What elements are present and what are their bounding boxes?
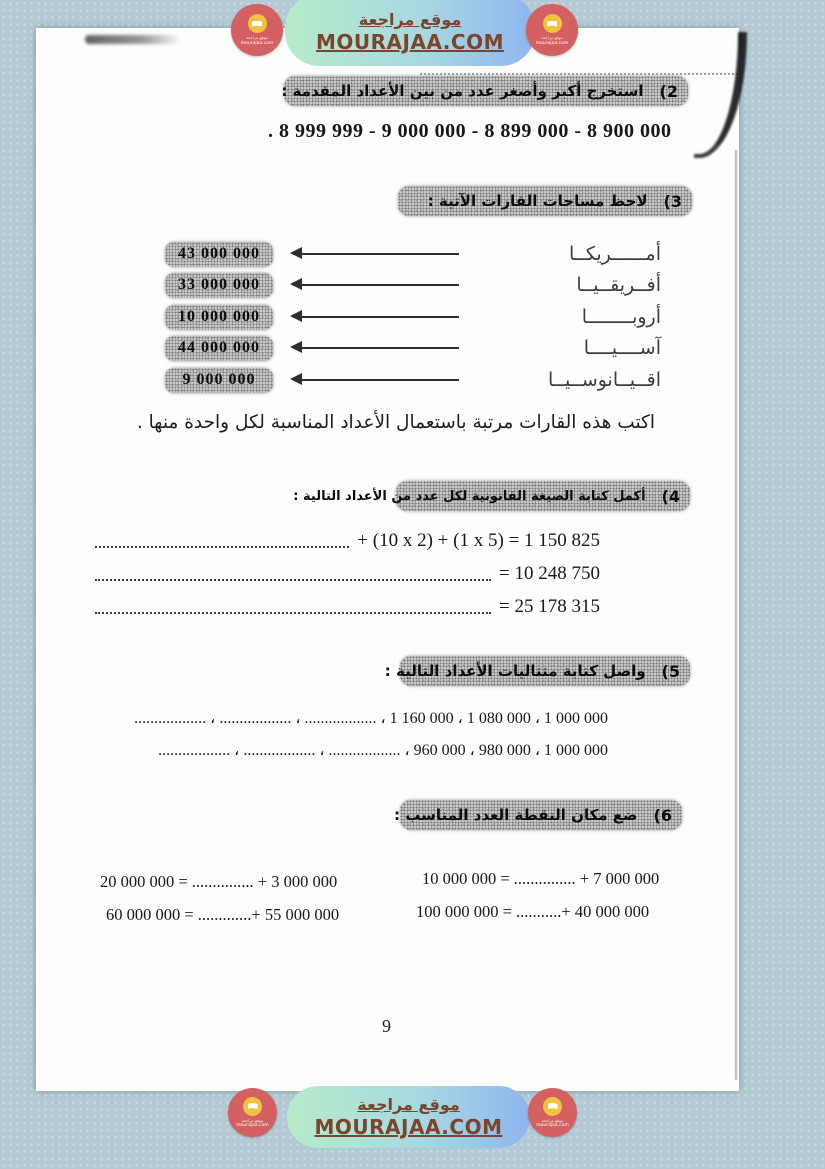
left-arrow: [293, 284, 459, 286]
scan-smudge: [85, 35, 181, 44]
continent-name: أمــــــريكــا: [568, 243, 661, 265]
area-value-badge: 9 000 000: [165, 368, 273, 393]
left-arrow: [293, 253, 459, 255]
scan-dotted-line: [420, 73, 738, 75]
logo-text-arabic: موقع مراجعة: [246, 35, 268, 40]
equation-blank: 20 000 000 = ............... + 3 000 000: [100, 872, 338, 891]
fill-in-line: [95, 593, 600, 619]
continent-row: [165, 240, 661, 268]
fill-in-line: [95, 560, 600, 586]
number-sequence: .................. ، .................. ، .................. ، 960 000 ، 980 000 ، 1 000 000: [158, 742, 608, 759]
book-icon: [248, 14, 267, 33]
continent-row: [165, 271, 661, 299]
continent-row: [165, 303, 661, 331]
site-logo: [228, 1088, 277, 1137]
exercise-title: أكمل كتابة الصيغة القانونية لكل عدد من الأعداد التالية :: [293, 488, 646, 504]
continent-name: أروبــــــــا: [581, 306, 661, 328]
logo-text-arabic: موقع مراجعة: [541, 35, 563, 40]
exercise-number: 4): [661, 486, 680, 506]
continent-name: آســــيــــا: [583, 337, 661, 359]
dotted-answer-blank: [95, 546, 349, 548]
equation-blank: 60 000 000 = .............+ 55 000 000: [106, 905, 340, 924]
exercise-2-header: [281, 76, 688, 106]
site-banner-top[interactable]: [285, 0, 535, 66]
exercise-title: واصل كتابة متتاليات الأعداد التالية :: [384, 662, 646, 680]
continent-name: اقــيــانوســيــا: [548, 369, 661, 391]
exercise-title: استخرج أكبر وأصغر عدد من بين الأعداد المقدمة :: [281, 82, 644, 100]
exercise-number: 3): [663, 191, 682, 211]
left-arrow: [293, 316, 459, 318]
logo-text-url: mourajaa.com: [236, 1123, 269, 1129]
logo-text-arabic: موقع مراجعة: [541, 1117, 564, 1123]
area-value-badge: 44 000 000: [165, 336, 273, 361]
equation-text: = 25 178 315: [499, 596, 600, 618]
area-value-badge: 10 000 000: [165, 305, 273, 330]
site-logo: [528, 1088, 577, 1137]
site-banner-bottom[interactable]: [287, 1086, 530, 1148]
left-arrow: [293, 347, 459, 349]
exercise-number: 6): [653, 805, 672, 825]
continent-row: [165, 366, 661, 394]
area-value-badge: 33 000 000: [165, 273, 273, 298]
exercise-title: ضع مكان النقطة العدد المناسب :: [394, 806, 638, 824]
site-logo: [526, 4, 578, 56]
logo-text-arabic: موقع مراجعة: [241, 1117, 264, 1123]
page-number: 9: [382, 1016, 391, 1036]
logo-text-url: mourajaa.com: [536, 1123, 569, 1129]
exercise-6-header: [394, 800, 682, 830]
area-value-badge: 43 000 000: [165, 242, 273, 267]
logo-text-url: mourajaa.com: [535, 40, 569, 46]
equation-text: = 10 248 750: [499, 563, 600, 585]
site-url[interactable]: MOURAJAA.COM: [314, 1115, 503, 1139]
site-name-arabic: موقع مراجعة: [358, 10, 462, 29]
number-sequence: .................. ، .................. ، .................. ، 1 160 000 ، 1 080 000 ، 1 000 000: [134, 710, 608, 727]
equation-blank: 100 000 000 = ...........+ 40 000 000: [416, 902, 650, 921]
equation-blank: 10 000 000 = ............... + 7 000 000: [422, 869, 660, 888]
dotted-answer-blank: [95, 579, 491, 581]
site-name-arabic: موقع مراجعة: [357, 1095, 460, 1114]
exercise-3-header: [398, 186, 692, 216]
dotted-answer-blank: [95, 612, 491, 614]
page-edge-shadow: [735, 150, 737, 1080]
site-url[interactable]: MOURAJAA.COM: [316, 30, 504, 54]
continent-row: [165, 334, 661, 362]
left-arrow: [293, 379, 459, 381]
exercise-3-instruction: اكتب هذه القارات مرتبة باستعمال الأعداد المناسبة لكل واحدة منها .: [136, 412, 655, 433]
exercise-title: لاحظ مساحات القارات الآتية :: [427, 192, 648, 210]
exercise-number: 2): [659, 81, 678, 101]
equation-text: + (10 x 2) + (1 x 5) = 1 150 825: [357, 530, 600, 552]
exercise-2-numbers: . 8 999 999 - 9 000 000 - 8 899 000 - 8 900 000: [268, 120, 672, 142]
site-logo: [231, 4, 283, 56]
fill-in-line: [95, 527, 600, 553]
scan-streak: [694, 32, 747, 158]
book-icon: [243, 1097, 262, 1116]
exercise-4-header: [293, 481, 690, 511]
book-icon: [543, 14, 562, 33]
book-icon: [543, 1097, 562, 1116]
logo-text-url: mourajaa.com: [240, 40, 274, 46]
continent-name: أفــريقــيــا: [576, 274, 661, 296]
exercise-number: 5): [661, 661, 680, 681]
exercise-5-header: [384, 656, 690, 686]
